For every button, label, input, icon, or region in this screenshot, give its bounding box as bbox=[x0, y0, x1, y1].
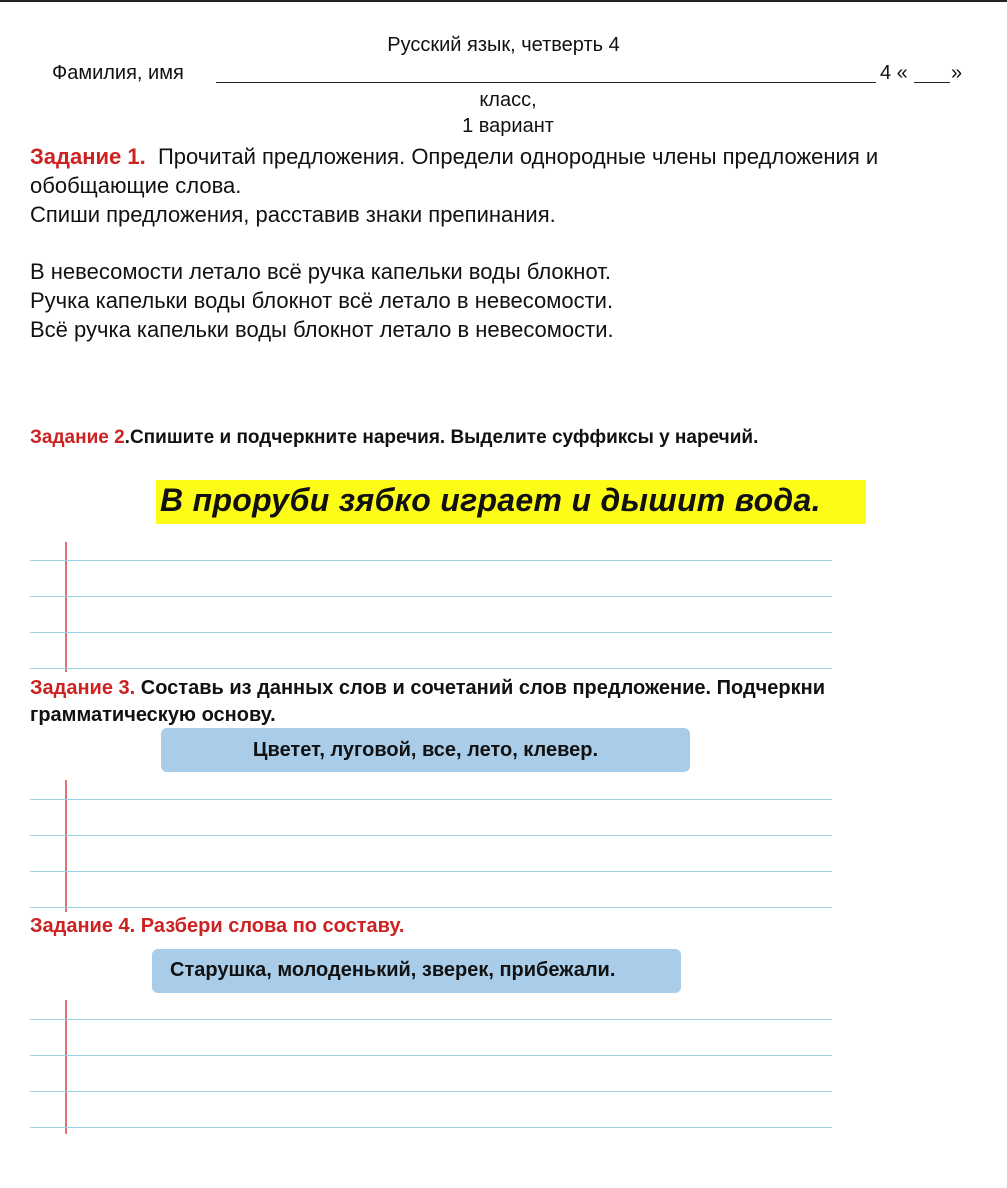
task3-label: Задание 3. bbox=[30, 677, 136, 699]
task2-heading bbox=[30, 427, 758, 449]
class-letter-blank[interactable] bbox=[914, 82, 950, 83]
task4-heading bbox=[30, 915, 404, 938]
task4-writing-area[interactable] bbox=[30, 1000, 832, 1134]
ruled-line bbox=[30, 1019, 832, 1020]
name-label: Фамилия, имя bbox=[52, 62, 184, 84]
task4-instruction: Разбери слова по составу. bbox=[140, 915, 405, 937]
task1-sentence: В невесомости летало всё ручка капельки воды блокнот. bbox=[30, 259, 611, 284]
task3-heading bbox=[30, 675, 990, 729]
ruled-line bbox=[30, 799, 832, 800]
task4-label: Задание 4. bbox=[30, 915, 136, 937]
task1-sentence: Всё ручка капельки воды блокнот летало в невесомости. bbox=[30, 317, 614, 342]
class-quote-close: » bbox=[951, 62, 963, 84]
margin-line bbox=[65, 542, 67, 672]
ruled-line bbox=[30, 560, 832, 561]
ruled-line bbox=[30, 1127, 832, 1128]
worksheet-title: Русский язык, четверть 4 bbox=[387, 34, 620, 56]
variant-label: 1 вариант bbox=[462, 115, 554, 137]
top-border bbox=[0, 0, 1007, 2]
task1-block bbox=[30, 142, 1000, 229]
class-number: 4 « bbox=[880, 62, 908, 84]
task1-label: Задание 1. bbox=[30, 144, 146, 169]
task1-instruction-2: Спиши предложения, расставив знаки препинания. bbox=[30, 202, 556, 227]
task3-writing-area[interactable] bbox=[30, 780, 832, 912]
task2-instruction: .Спишите и подчеркните наречия. Выделите суффиксы у наречий. bbox=[124, 427, 759, 448]
ruled-line bbox=[30, 1055, 832, 1056]
task1-sentence: Ручка капельки воды блокнот всё летало в невесомости. bbox=[30, 288, 614, 313]
ruled-line bbox=[30, 835, 832, 836]
task2-label: Задание 2 bbox=[30, 427, 125, 448]
margin-line bbox=[65, 1000, 67, 1134]
ruled-line bbox=[30, 632, 832, 633]
class-label: класс, bbox=[479, 89, 537, 111]
ruled-line bbox=[30, 668, 832, 669]
task3-words: Цветет, луговой, все, лето, клевер. bbox=[252, 739, 599, 761]
task4-words: Старушка, молоденький, зверек, прибежали. bbox=[170, 959, 616, 981]
task2-highlight-sentence: В проруби зябко играет и дышит вода. bbox=[160, 482, 821, 518]
ruled-line bbox=[30, 871, 832, 872]
name-blank-line[interactable] bbox=[216, 82, 876, 83]
ruled-line bbox=[30, 907, 832, 908]
ruled-line bbox=[30, 1091, 832, 1092]
task1-instruction: Прочитай предложения. Определи однородные члены предложения и обобщающие слова. bbox=[30, 144, 879, 198]
ruled-line bbox=[30, 596, 832, 597]
task2-writing-area[interactable] bbox=[30, 542, 832, 672]
task3-instruction: Составь из данных слов и сочетаний слов предложение. Подчеркни грамматическую основу. bbox=[30, 677, 825, 726]
